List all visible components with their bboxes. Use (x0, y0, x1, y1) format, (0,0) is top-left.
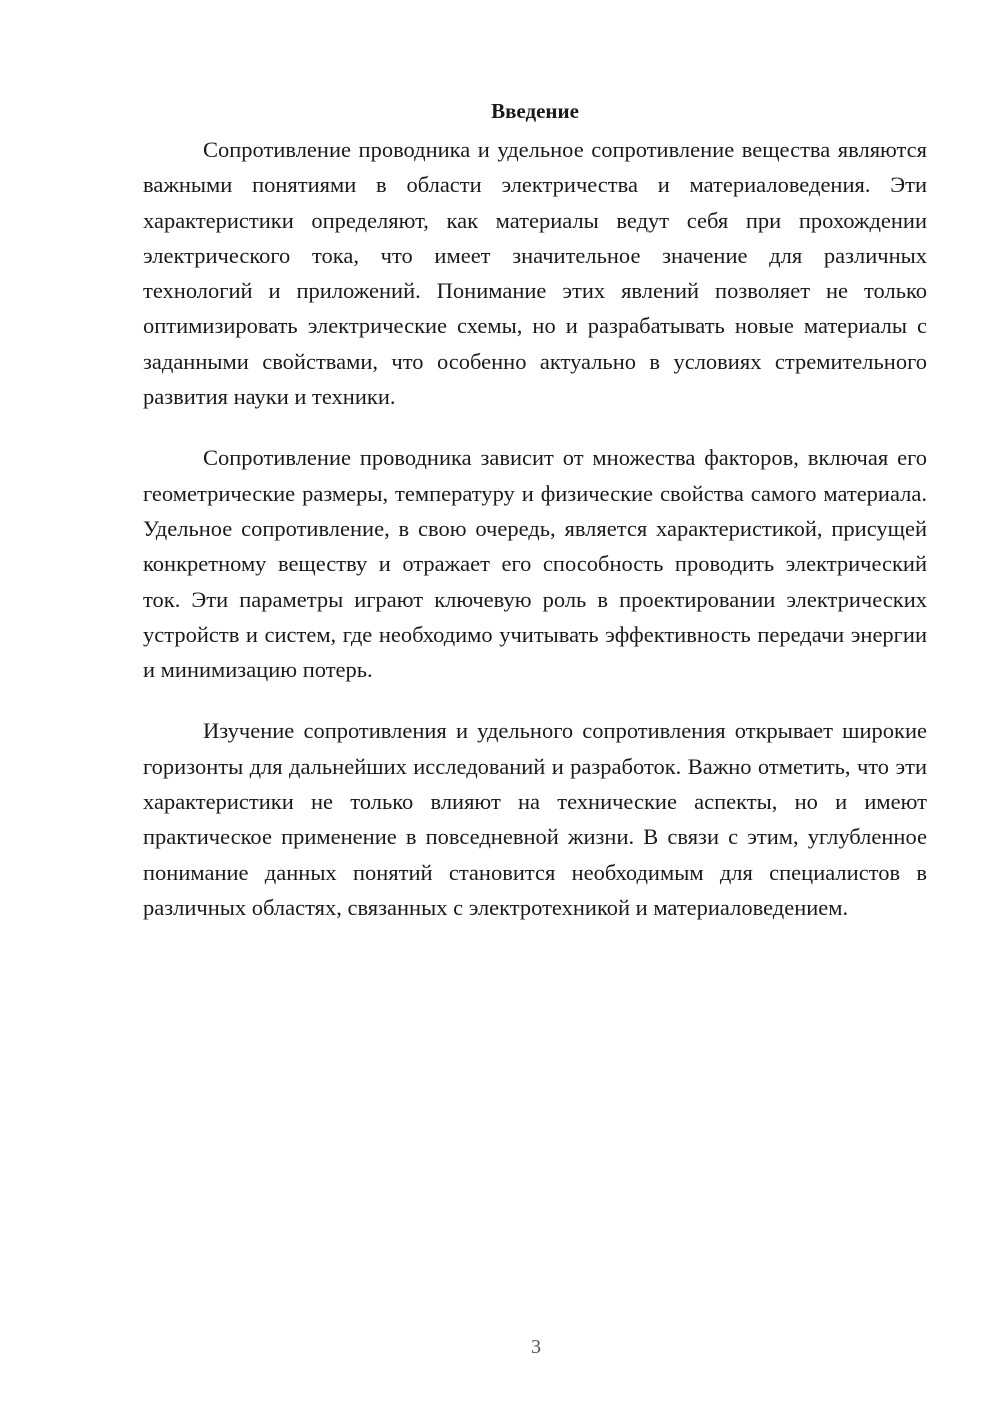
paragraph-3: Изучение сопротивления и удельного сопротивления открывает широкие горизонты для дальнейших исследований и разработок. Важно отметить, что эти характеристики не только влияют на технические аспекты, но и имеют практическое применение в повседневной жизни. В связи с этим, углубленное понимание данных понятий становится необходимым для специалистов в различных областях, связанных с электротехникой и материаловедением. (143, 718, 927, 920)
paragraph-1: Сопротивление проводника и удельное сопротивление вещества являются важными понятиями в области электричества и материаловедения. Эти характеристики определяют, как материалы ведут себя при прохождении электрического тока, что имеет значительное значение для различных технологий и приложений. Понимание этих явлений позволяет не только оптимизировать электрические схемы, но и разрабатывать новые материалы с заданными свойствами, что особенно актуально в условиях стремительного развития науки и техники. (143, 137, 927, 410)
section-title: Введение (491, 99, 579, 123)
page-number: 3 (531, 1336, 541, 1358)
paragraph-2: Сопротивление проводника зависит от множества факторов, включая его геометрические размеры, температуру и физические свойства самого материала. Удельное сопротивление, в свою очередь, является характеристикой, присущей конкретному веществу и отражает его способность проводить электрический ток. Эти параметры играют ключевую роль в проектировании электрических устройств и систем, где необходимо учитывать эффективность передачи энергии и минимизацию потерь. (143, 445, 927, 683)
page-content (143, 98, 927, 951)
